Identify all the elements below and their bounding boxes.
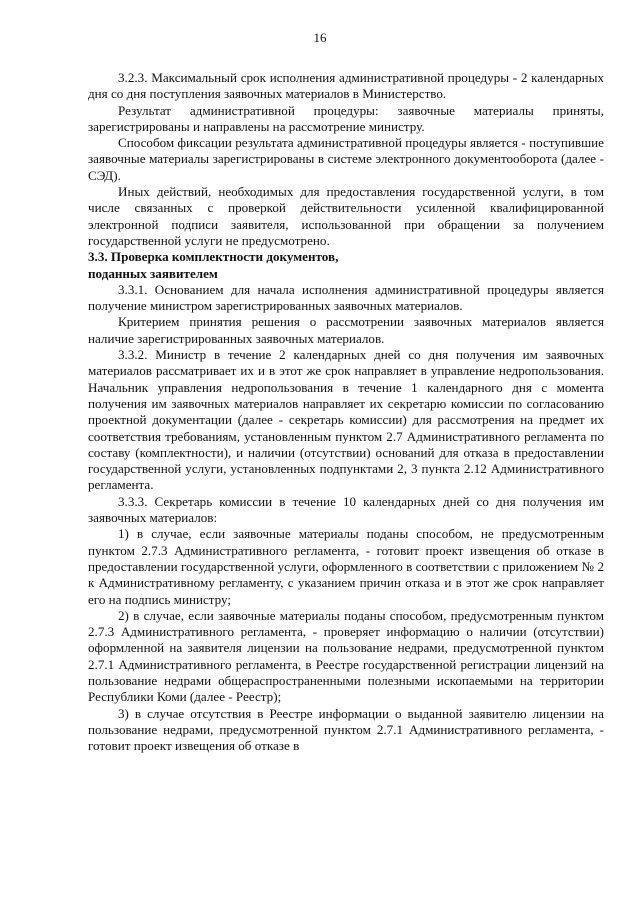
list-item: 2) в случае, если заявочные материалы поданы способом, предусмотренным пунктом 2.7.3 Административного регламента, - проверяет информацию о наличии (отсутствии) оформленной на заявителя лицензии на пользование недрами, предусмотренной пунктом 2.7.1 Административного регламента, в Реестре государственной регистрации лицензий на пользование недрами общераспространенными полезными ископаемыми на территории Республики Коми (далее - Реестр);: [88, 607, 604, 705]
page-number: 16: [313, 30, 327, 45]
section-heading-line1: 3.3. Проверка комплектности документов,: [88, 249, 339, 265]
section-heading-line2: поданных заявителем: [88, 265, 218, 281]
list-item: 1) в случае, если заявочные материалы поданы способом, не предусмотренным пунктом 2.7.3 Административного регламента, - готовит проект извещения об отказе в предоставлении государственной услуги, оформленного в соответствии с приложением № 2 к Административному регламенту, с указанием причин отказа и в этот же срок направляет его на подпись министру;: [88, 526, 604, 607]
paragraph: 3.3.2. Министр в течение 2 календарных дней со дня получения им заявочных материалов рассматривает их и в этот же срок направляет в управление недропользования. Начальник управления недропользования в течение 1 календарного дня с момента получения им заявочных материалов направляет их секретарю комиссии по согласованию проектной документации (далее - секретарь комиссии) для рассмотрения на предмет их соответствия требованиям, установленным пунктом 2.7 Административного регламента по составу (комплектности), и наличии (отсутствии) оснований для отказа в предоставлении государственной услуги, установленных подпунктами 2, 3 пункта 2.12 Административного регламента.: [88, 347, 604, 493]
paragraph: 3.3.1. Основанием для начала исполнения административной процедуры является получение министром зарегистрированных заявочных материалов.: [88, 281, 604, 314]
paragraph: Критерием принятия решения о рассмотрении заявочных материалов является наличие зарегистрированных заявочных материалов.: [88, 314, 604, 346]
section-heading: [88, 249, 604, 282]
paragraph: Способом фиксации результата административной процедуры является - поступившие заявочные материалы зарегистрированы в системе электронного документооборота (далее - СЭД).: [88, 135, 604, 183]
paragraph: Иных действий, необходимых для предоставления государственной услуги, в том числе связанных с проверкой действительности усиленной квалифицированной электронной подписи заявителя, использованной при обращении за получением государственной услуги не предусмотрено.: [88, 184, 604, 248]
paragraph: 3.3.3. Секретарь комиссии в течение 10 календарных дней со дня получения им заявочных материалов:: [88, 493, 604, 526]
document-body: [88, 70, 604, 754]
paragraph: 3.2.3. Максимальный срок исполнения административной процедуры - 2 календарных дня со дня поступления заявочных материалов в Министерство.: [88, 70, 604, 102]
paragraph: Результат административной процедуры: заявочные материалы приняты, зарегистрированы и направлены на рассмотрение министру.: [88, 102, 604, 134]
list-item: 3) в случае отсутствия в Реестре информации о выданной заявителю лицензии на пользование недрами, предусмотренной пунктом 2.7.1 Административного регламента, - готовит проект извещения об отказе в: [88, 705, 604, 754]
